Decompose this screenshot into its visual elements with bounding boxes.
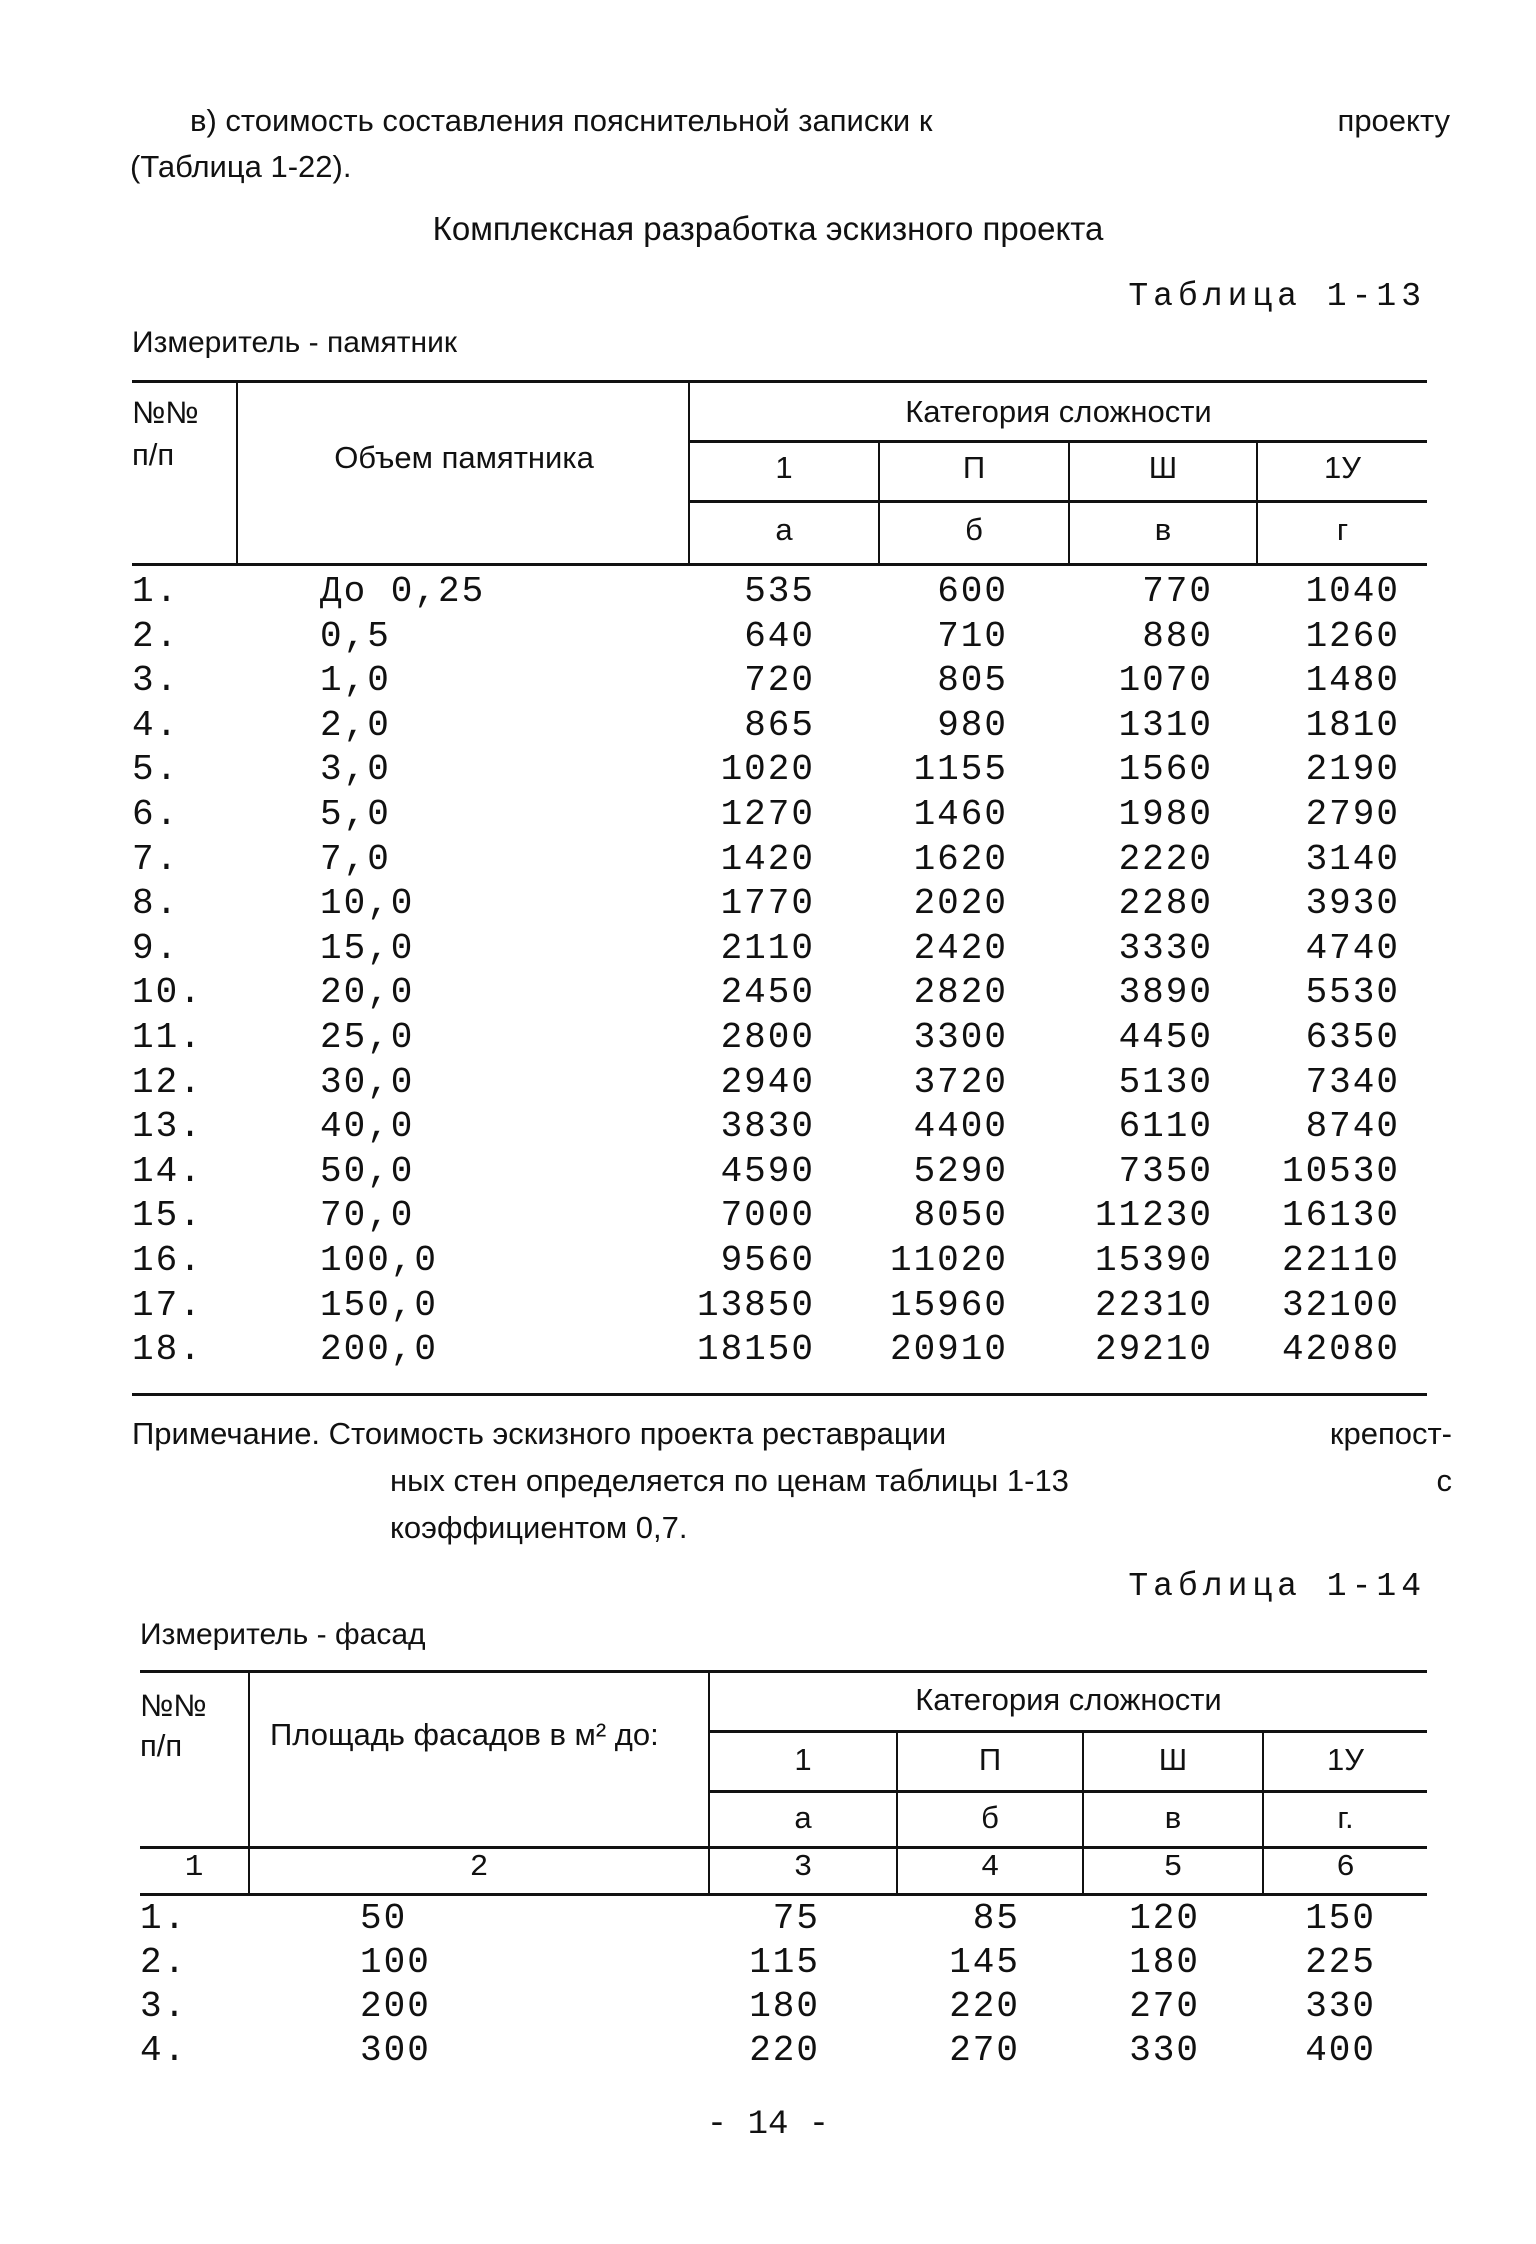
table2-cell-cat-a: 115 [749,1942,820,1983]
table1-cell-num: 7. [132,838,180,880]
table1-cell-cat-a: 720 [744,660,815,702]
table1-cell-cat-b: 1155 [913,749,1008,791]
table1-cell-cat-c: 880 [1142,615,1213,657]
table1-cell-cat-b: 4400 [913,1106,1008,1148]
table2-cell-area: 300 [360,2030,431,2071]
table1-cell-cat-b: 2820 [913,972,1008,1014]
table1-letter-b: б [965,512,983,547]
table1-letter-a: а [775,512,793,547]
table1-cell-volume: 7,0 [320,838,391,880]
table1-cell-volume: 5,0 [320,794,391,835]
table1-cell-volume: До 0,25 [320,571,486,612]
table2-cell-cat-a: 75 [772,1898,820,1939]
table1-cell-cat-b: 2420 [913,927,1008,969]
table1-cell-cat-a: 7000 [720,1195,815,1237]
table2-header-num: №№ п/п [140,1688,207,1763]
table1-cell-cat-d: 32100 [1281,1284,1400,1326]
table2-cell-cat-d: 330 [1305,1986,1376,2027]
table1-cell-cat-c: 7350 [1118,1150,1213,1192]
table2-letter-a: а [794,1800,812,1835]
table2-colnum-1: 1 [184,1850,204,1885]
table2-cell-cat-d: 400 [1305,2030,1376,2071]
table1-cell-cat-d: 22110 [1281,1240,1400,1281]
table1-cat-2: П [962,450,986,485]
table1-cell-cat-c: 1310 [1118,704,1213,746]
table2-label: Таблица 1-14 [1128,1568,1426,1605]
table1-cell-cat-d: 16130 [1281,1195,1400,1237]
table2-colnum-2: 2 [469,1850,489,1885]
table1-cell-volume: 15,0 [320,927,415,969]
table1-cell-volume: 70,0 [320,1195,415,1237]
table1-cell-cat-b: 710 [937,615,1008,657]
table1-cell-cat-a: 2450 [720,972,815,1014]
table2-letter-v: в [1164,1800,1182,1835]
table1-cell-cat-b: 805 [937,660,1008,702]
table2-letter-b: б [981,1800,999,1835]
table2-cat-2: П [978,1742,1002,1777]
table1-cell-num: 18. [132,1329,203,1371]
table1-cell-num: 1. [132,571,180,612]
table1-cell-cat-c: 2280 [1118,883,1213,925]
table1-cell-cat-b: 2020 [913,883,1008,925]
intro-text [130,98,1450,190]
table1-cell-cat-b: 1460 [913,794,1008,835]
table2-cell-area: 100 [360,1942,431,1983]
table1-cell-volume: 200,0 [320,1329,439,1371]
table1-cell-volume: 10,0 [320,883,415,925]
table1-cell-cat-a: 18150 [696,1329,815,1371]
table2-cell-area: 200 [360,1986,431,2027]
table1-cell-cat-a: 1770 [720,883,815,925]
table1-cell-num: 3. [132,660,180,702]
table1-cell-cat-b: 3300 [913,1017,1008,1058]
table1-cell-volume: 1,0 [320,660,391,702]
table1-cell-cat-c: 770 [1142,571,1213,612]
note-line1-right: крепост- [1329,1416,1452,1451]
table1-cell-cat-a: 865 [744,704,815,746]
table1-cell-volume: 100,0 [320,1240,439,1281]
table1-cell-cat-d: 1260 [1305,615,1400,657]
table1-cell-cat-a: 535 [744,571,815,612]
table2-cell-cat-c: 120 [1129,1898,1200,1939]
table1-cell-cat-d: 1480 [1305,660,1400,702]
table1-cell-cat-d: 10530 [1281,1150,1400,1192]
table1-cell-cat-b: 3720 [913,1061,1008,1103]
table1-cell-cat-c: 11230 [1094,1195,1213,1237]
table1-cell-cat-c: 2220 [1118,838,1213,880]
table1-cell-cat-d: 5530 [1305,972,1400,1014]
table1-cat-3: Ш [1148,450,1178,485]
intro-line1-right: проекту [1337,103,1450,138]
table1-cell-cat-c: 1070 [1118,660,1213,702]
table2-cat-4: 1У [1327,1742,1364,1777]
table1-cell-num: 16. [132,1240,203,1281]
table1-cell-num: 6. [132,794,180,835]
table1-cell-volume: 25,0 [320,1017,415,1058]
table1-cell-cat-d: 2790 [1305,794,1400,835]
table1-cell-num: 5. [132,749,180,791]
table2-cell-cat-c: 180 [1129,1942,1200,1983]
table1-cell-cat-d: 42080 [1281,1329,1400,1371]
table1-measure: Измеритель - памятник [132,326,457,359]
table2-measure: Измеритель - фасад [140,1618,426,1651]
table1-cat-1: 1 [775,450,793,485]
table1-cell-num: 13. [132,1106,203,1148]
table2-cell-cat-a: 180 [749,1986,820,2027]
table1-cell-cat-a: 2940 [720,1061,815,1103]
table1-cell-volume: 40,0 [320,1106,415,1148]
table1-cell-cat-b: 8050 [913,1195,1008,1237]
table1-cell-cat-d: 1040 [1305,571,1400,612]
note-line3: коэффициентом 0,7. [390,1510,688,1545]
table1-cell-num: 12. [132,1061,203,1103]
table1-cell-cat-a: 4590 [720,1150,815,1192]
table2-colnum-5: 5 [1163,1850,1183,1885]
table1-cell-cat-b: 5290 [913,1150,1008,1192]
section-heading: Комплексная разработка эскизного проекта [432,210,1104,247]
table1-cell-num: 4. [132,704,180,746]
table1-cell-cat-a: 1020 [720,749,815,791]
note-line1-left: Примечание. Стоимость эскизного проекта реставрации [132,1416,947,1451]
table2-header-category: Категория сложности [915,1682,1222,1717]
table1-cell-cat-a: 13850 [696,1284,815,1326]
page-number: - 14 - [706,2106,830,2144]
table2-cell-area: 50 [360,1898,408,1939]
table1-cell-num: 14. [132,1150,203,1192]
table1-cell-cat-c: 1560 [1118,749,1213,791]
table1-cell-cat-b: 15960 [889,1284,1008,1326]
table1-cell-num: 2. [132,615,180,657]
table1-cell-num: 8. [132,883,180,925]
table1-letter-g: г [1336,512,1349,547]
table2-cat-3: Ш [1158,1742,1188,1777]
table1-note [132,1410,1452,1551]
table1-cell-volume: 3,0 [320,749,391,791]
note-line2-right: с [1436,1463,1452,1498]
table1-cell-cat-c: 3330 [1118,927,1213,969]
table1-cell-cat-c: 29210 [1094,1329,1213,1371]
table1-cell-cat-c: 15390 [1094,1240,1213,1281]
table1-cell-cat-b: 1620 [913,838,1008,880]
table2-cell-cat-d: 225 [1305,1942,1376,1983]
table1-header-num: №№ п/п [132,395,199,472]
table2-colnum-4: 4 [980,1850,1000,1885]
table1-cell-cat-c: 22310 [1094,1284,1213,1326]
table1-label: Таблица 1-13 [1128,278,1426,315]
table1-cell-volume: 2,0 [320,704,391,746]
table1-cell-cat-d: 7340 [1305,1061,1400,1103]
table1-cell-cat-b: 980 [937,704,1008,746]
table1-cell-cat-a: 2110 [720,927,815,969]
table1-cell-cat-c: 4450 [1118,1017,1213,1058]
table1-cell-volume: 30,0 [320,1061,415,1103]
table1-cell-num: 9. [132,927,180,969]
table2-cell-cat-b: 270 [949,2030,1020,2071]
table1-cell-cat-c: 1980 [1118,794,1213,835]
table1-cell-cat-b: 600 [937,571,1008,612]
table1-cell-cat-a: 3830 [720,1106,815,1148]
table1-cat-4: 1У [1324,450,1361,485]
table2-cell-cat-c: 270 [1129,1986,1200,2027]
table2-cell-num: 4. [140,2030,188,2071]
table1-cell-cat-d: 3930 [1305,883,1400,925]
table1-cell-cat-d: 1810 [1305,704,1400,746]
table1-header-volume: Объем памятника [334,440,594,475]
table2-cat-1: 1 [794,1742,812,1777]
table1-cell-cat-d: 2190 [1305,749,1400,791]
table2-cell-cat-a: 220 [749,2030,820,2071]
table2-letter-g: г. [1337,1800,1354,1835]
table2-cell-cat-b: 145 [949,1942,1020,1983]
table2-cell-cat-c: 330 [1129,2030,1200,2071]
table1-cell-volume: 20,0 [320,972,415,1014]
table1-cell-cat-b: 11020 [889,1240,1008,1281]
table1-letter-v: в [1154,512,1172,547]
table1-cell-cat-d: 8740 [1305,1106,1400,1148]
table1-cell-cat-b: 20910 [889,1329,1008,1371]
table2-colnum-3: 3 [793,1850,813,1885]
table1-cell-cat-a: 640 [744,615,815,657]
table1-cell-num: 11. [132,1017,203,1058]
table1-cell-volume: 0,5 [320,615,391,657]
table2-cell-cat-b: 85 [972,1898,1020,1939]
table2-cell-cat-d: 150 [1305,1898,1376,1939]
table1-cell-num: 17. [132,1284,203,1326]
table2-cell-num: 3. [140,1986,188,2027]
table2-cell-num: 1. [140,1898,188,1939]
table2-colnum-6: 6 [1336,1850,1355,1885]
note-line2-left: ных стен определяется по ценам таблицы 1-13 [390,1463,1069,1498]
table1-cell-cat-d: 3140 [1305,838,1400,880]
table1-cell-cat-c: 3890 [1118,972,1213,1014]
table1-cell-cat-c: 5130 [1118,1061,1213,1103]
table1-cell-num: 15. [132,1195,203,1237]
table2-header-area: Площадь фасадов в м² до: [270,1717,659,1752]
intro-line2: (Таблица 1-22). [130,149,352,184]
table1-cell-cat-d: 6350 [1305,1017,1400,1058]
table1-cell-cat-a: 1420 [720,838,815,880]
table1-cell-volume: 150,0 [320,1284,439,1326]
table1-cell-cat-a: 1270 [720,794,815,835]
table1-cell-cat-d: 4740 [1305,927,1400,969]
table1-cell-cat-a: 2800 [720,1017,815,1058]
table1-cell-volume: 50,0 [320,1150,415,1192]
table1-header-category: Категория сложности [905,394,1212,429]
intro-line1-left: в) стоимость составления пояснительной записки к [190,103,933,138]
table1-cell-cat-a: 9560 [720,1240,815,1281]
table2-cell-num: 2. [140,1942,188,1983]
table1-cell-cat-c: 6110 [1118,1106,1213,1148]
table1-cell-num: 10. [132,972,203,1014]
table2-cell-cat-b: 220 [949,1986,1020,2027]
